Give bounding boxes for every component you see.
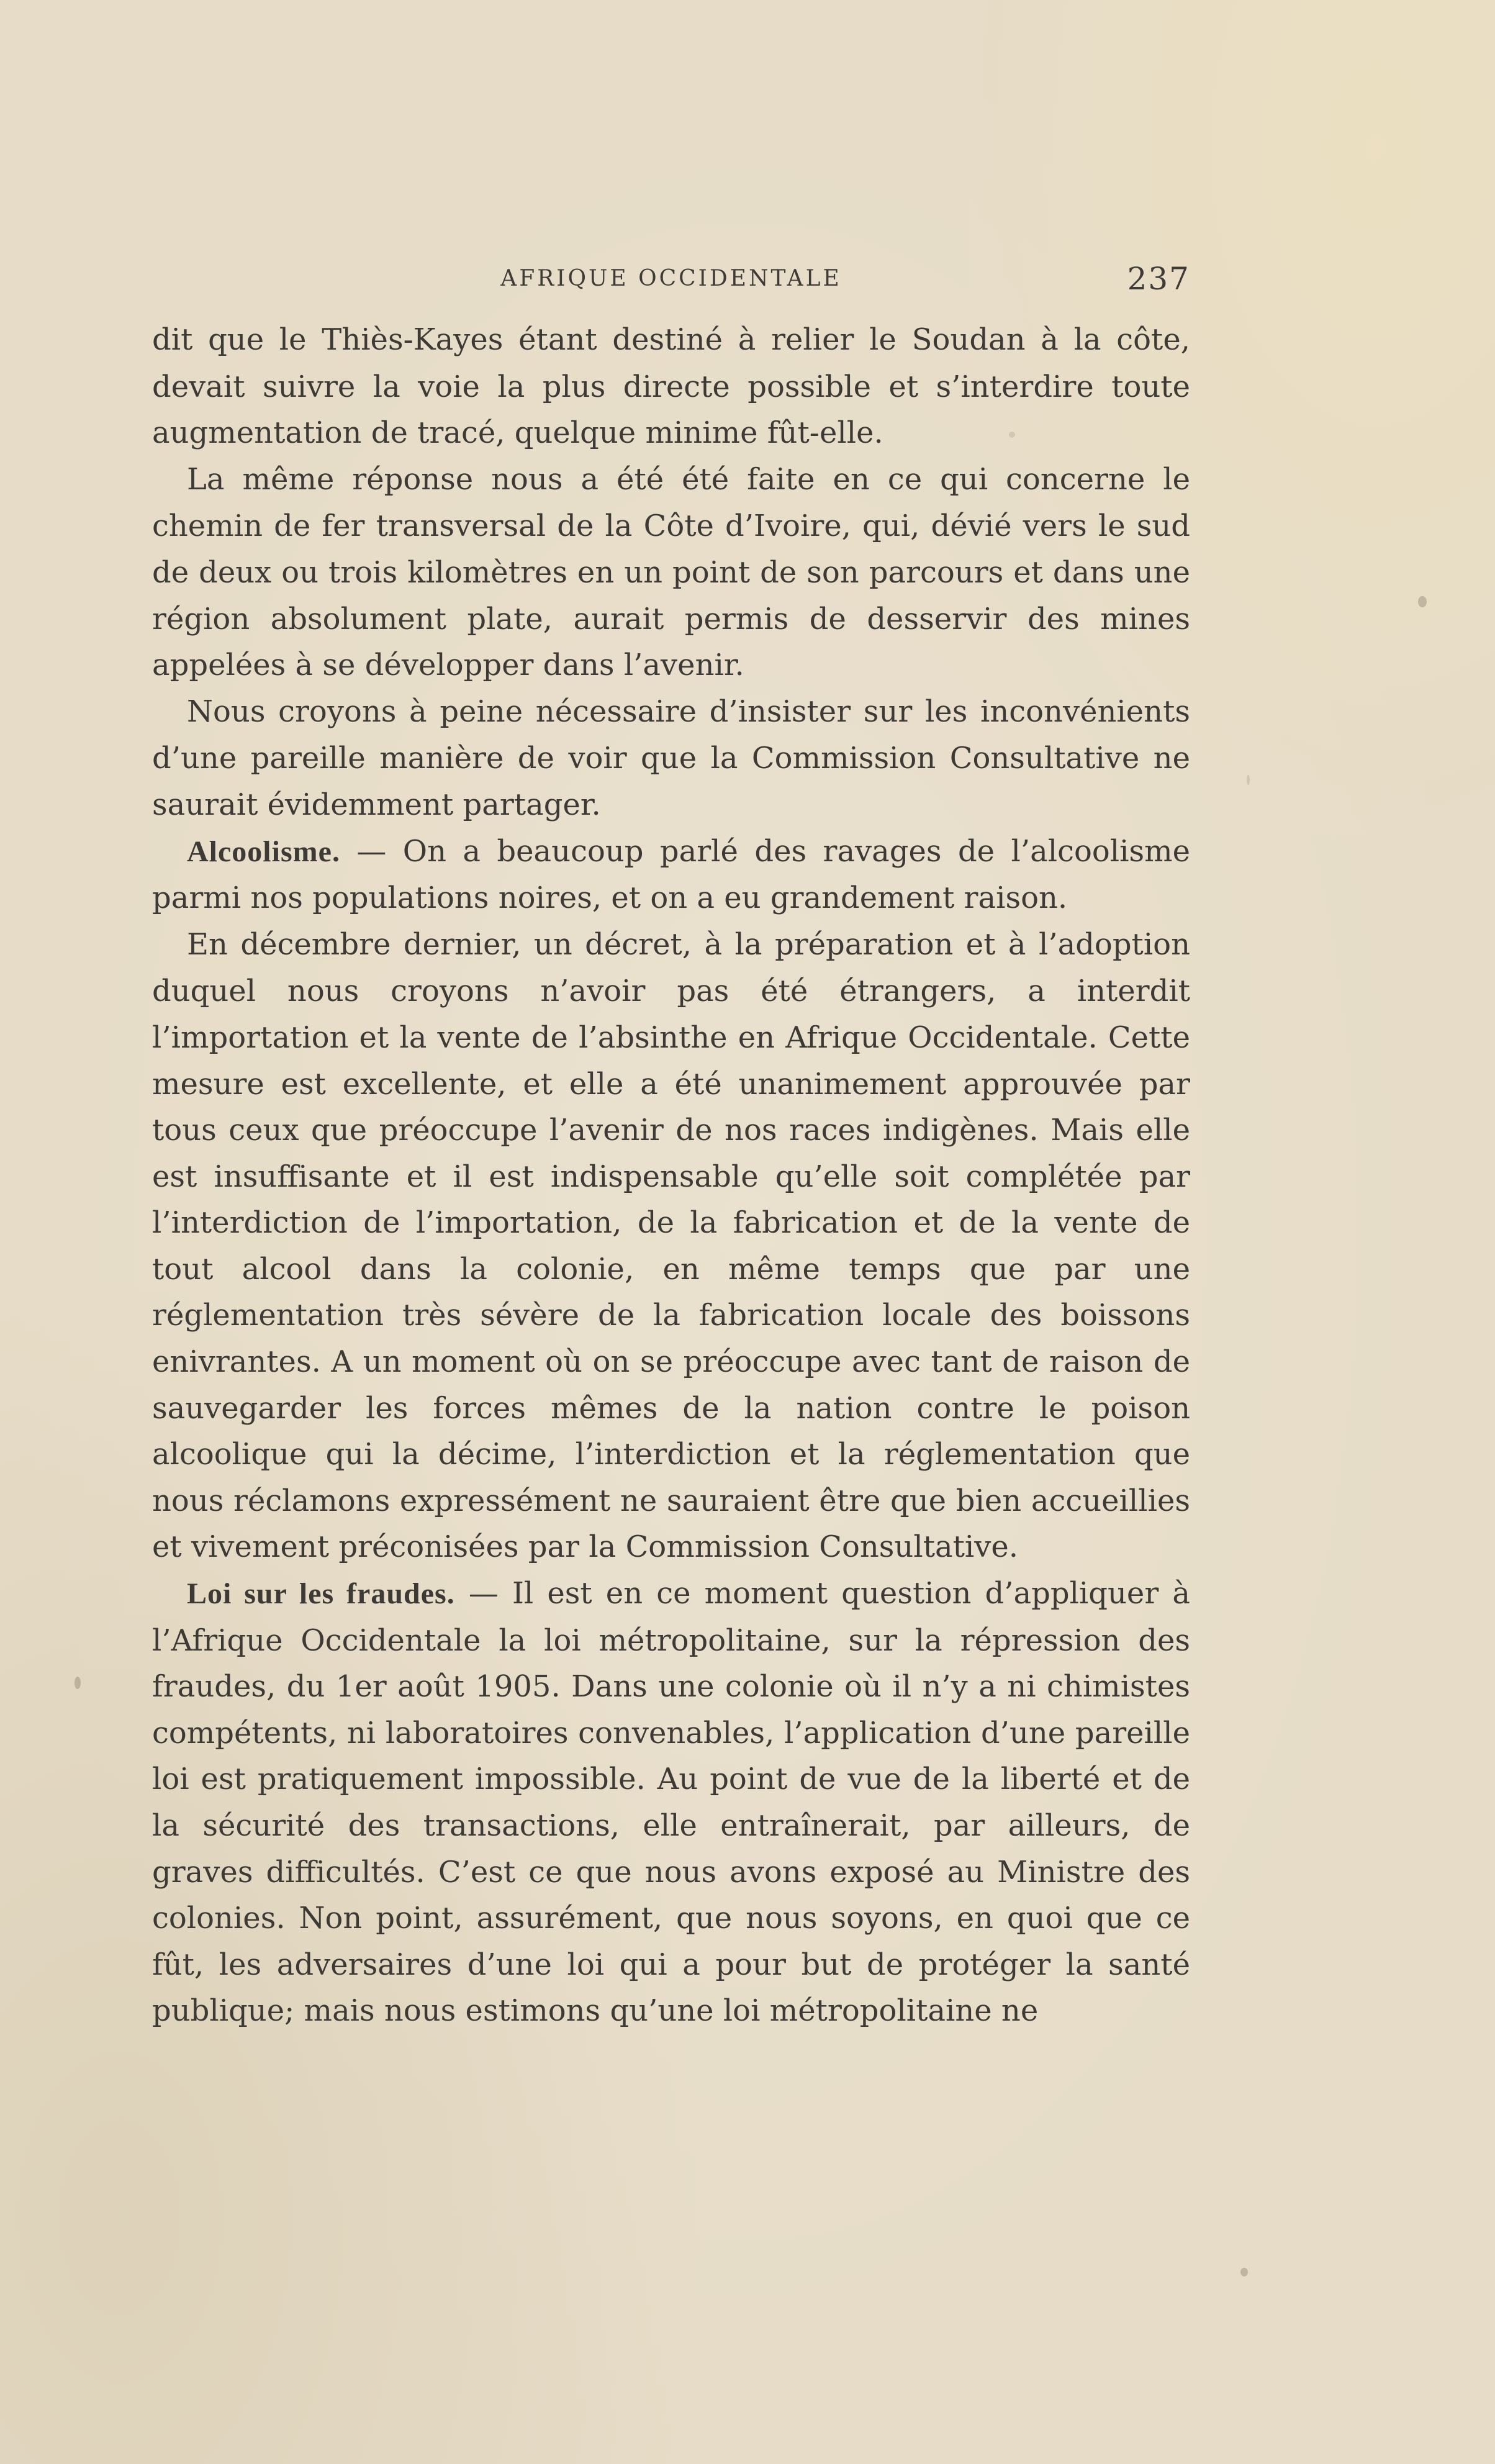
paper-speck bbox=[1240, 2268, 1248, 2276]
page-number: 237 bbox=[1127, 261, 1190, 297]
paragraph-text: En décembre dernier, un décret, à la préparation et à l’adoption duquel nous croyons n’avoir pas été étrangers, a interdit l’importation et la vente de l’absinthe en Afrique Occidentale. Cette mesure est excellente, et elle a été unanimement approuvée par tous ceux que préoccupe l’avenir de nos races indigènes. Mais elle est insuffisante et il est indispensable qu’elle soit complétée par l’interdiction de l’importation, de la fabrication et de la vente de tout alcool dans la colonie, en même temps que par une réglementation très sévère de la fabrication locale des boissons enivrantes. A un moment où on se préoccupe avec tant de raison de sauvegarder les forces mêmes de la nation contre le poison alcoolique qui la décime, l’interdiction et la réglementation que nous réclamons expressément ne sauraient être que bien accueillies et vivement préconisées par la Commission Consultative. bbox=[152, 926, 1190, 1565]
paragraph-text: La même réponse nous a été été faite en ce qui concerne le chemin de fer transversal de la Côte d’Ivoire, qui, dévié vers le sud de deux ou trois kilomètres en un point de son parcours et dans une région absolument plate, aurait permis de desservir des mines appelées à se développer dans l’avenir. bbox=[152, 461, 1190, 683]
body-text bbox=[152, 317, 1190, 2034]
paragraph-text: dit que le Thiès-Kayes étant destiné à relier le Soudan à la côte, devait suivre la voie la plus directe possible et s’interdire toute augmentation de tracé, quelque minime fût-elle. bbox=[152, 322, 1190, 451]
paragraph bbox=[152, 828, 1190, 922]
section-heading-alcoolisme: Alcoolisme. bbox=[187, 835, 340, 868]
paragraph bbox=[152, 1570, 1190, 2034]
paper-speck bbox=[1247, 775, 1250, 785]
section-heading-loi-sur-les-fraudes: Loi sur les fraudes. bbox=[187, 1577, 455, 1611]
paragraph-text: Nous croyons à peine nécessaire d’insister sur les inconvénients d’une pareille manière de voir que la Commission Consultative ne saurait évidemment partager. bbox=[152, 694, 1190, 822]
paragraph bbox=[152, 689, 1190, 828]
paragraph-text: — Il est en ce moment question d’appliquer à l’Afrique Occidentale la loi métropolitaine, sur la répression des fraudes, du 1er août 1905. Dans une colonie où il n’y a ni chimistes compétents, ni laboratoires convenables, l’application d’une pareille loi est pratiquement impossible. Au point de vue de la liberté et de la sécurité des transactions, elle entraînerait, par ailleurs, de graves difficultés. C’est ce que nous avons exposé au Ministre des colonies. Non point, assurément, que nous soyons, en quoi que ce fût, les adversaires d’une loi qui a pour but de protéger la santé publique; mais nous estimons qu’une loi métropolitaine ne bbox=[152, 1576, 1191, 2029]
paragraph bbox=[152, 456, 1190, 689]
paper-speck bbox=[75, 1677, 81, 1689]
paper-speck bbox=[1009, 432, 1015, 438]
paragraph bbox=[152, 922, 1190, 1570]
running-head-title: AFRIQUE OCCIDENTALE bbox=[500, 266, 842, 291]
paper-speck bbox=[1418, 596, 1427, 607]
running-head bbox=[152, 261, 1190, 298]
paragraph-text: — On a beaucoup parlé des ravages de l’alcoolisme parmi nos populations noires, et on a eu grandement raison. bbox=[152, 833, 1190, 916]
paragraph bbox=[152, 317, 1190, 456]
